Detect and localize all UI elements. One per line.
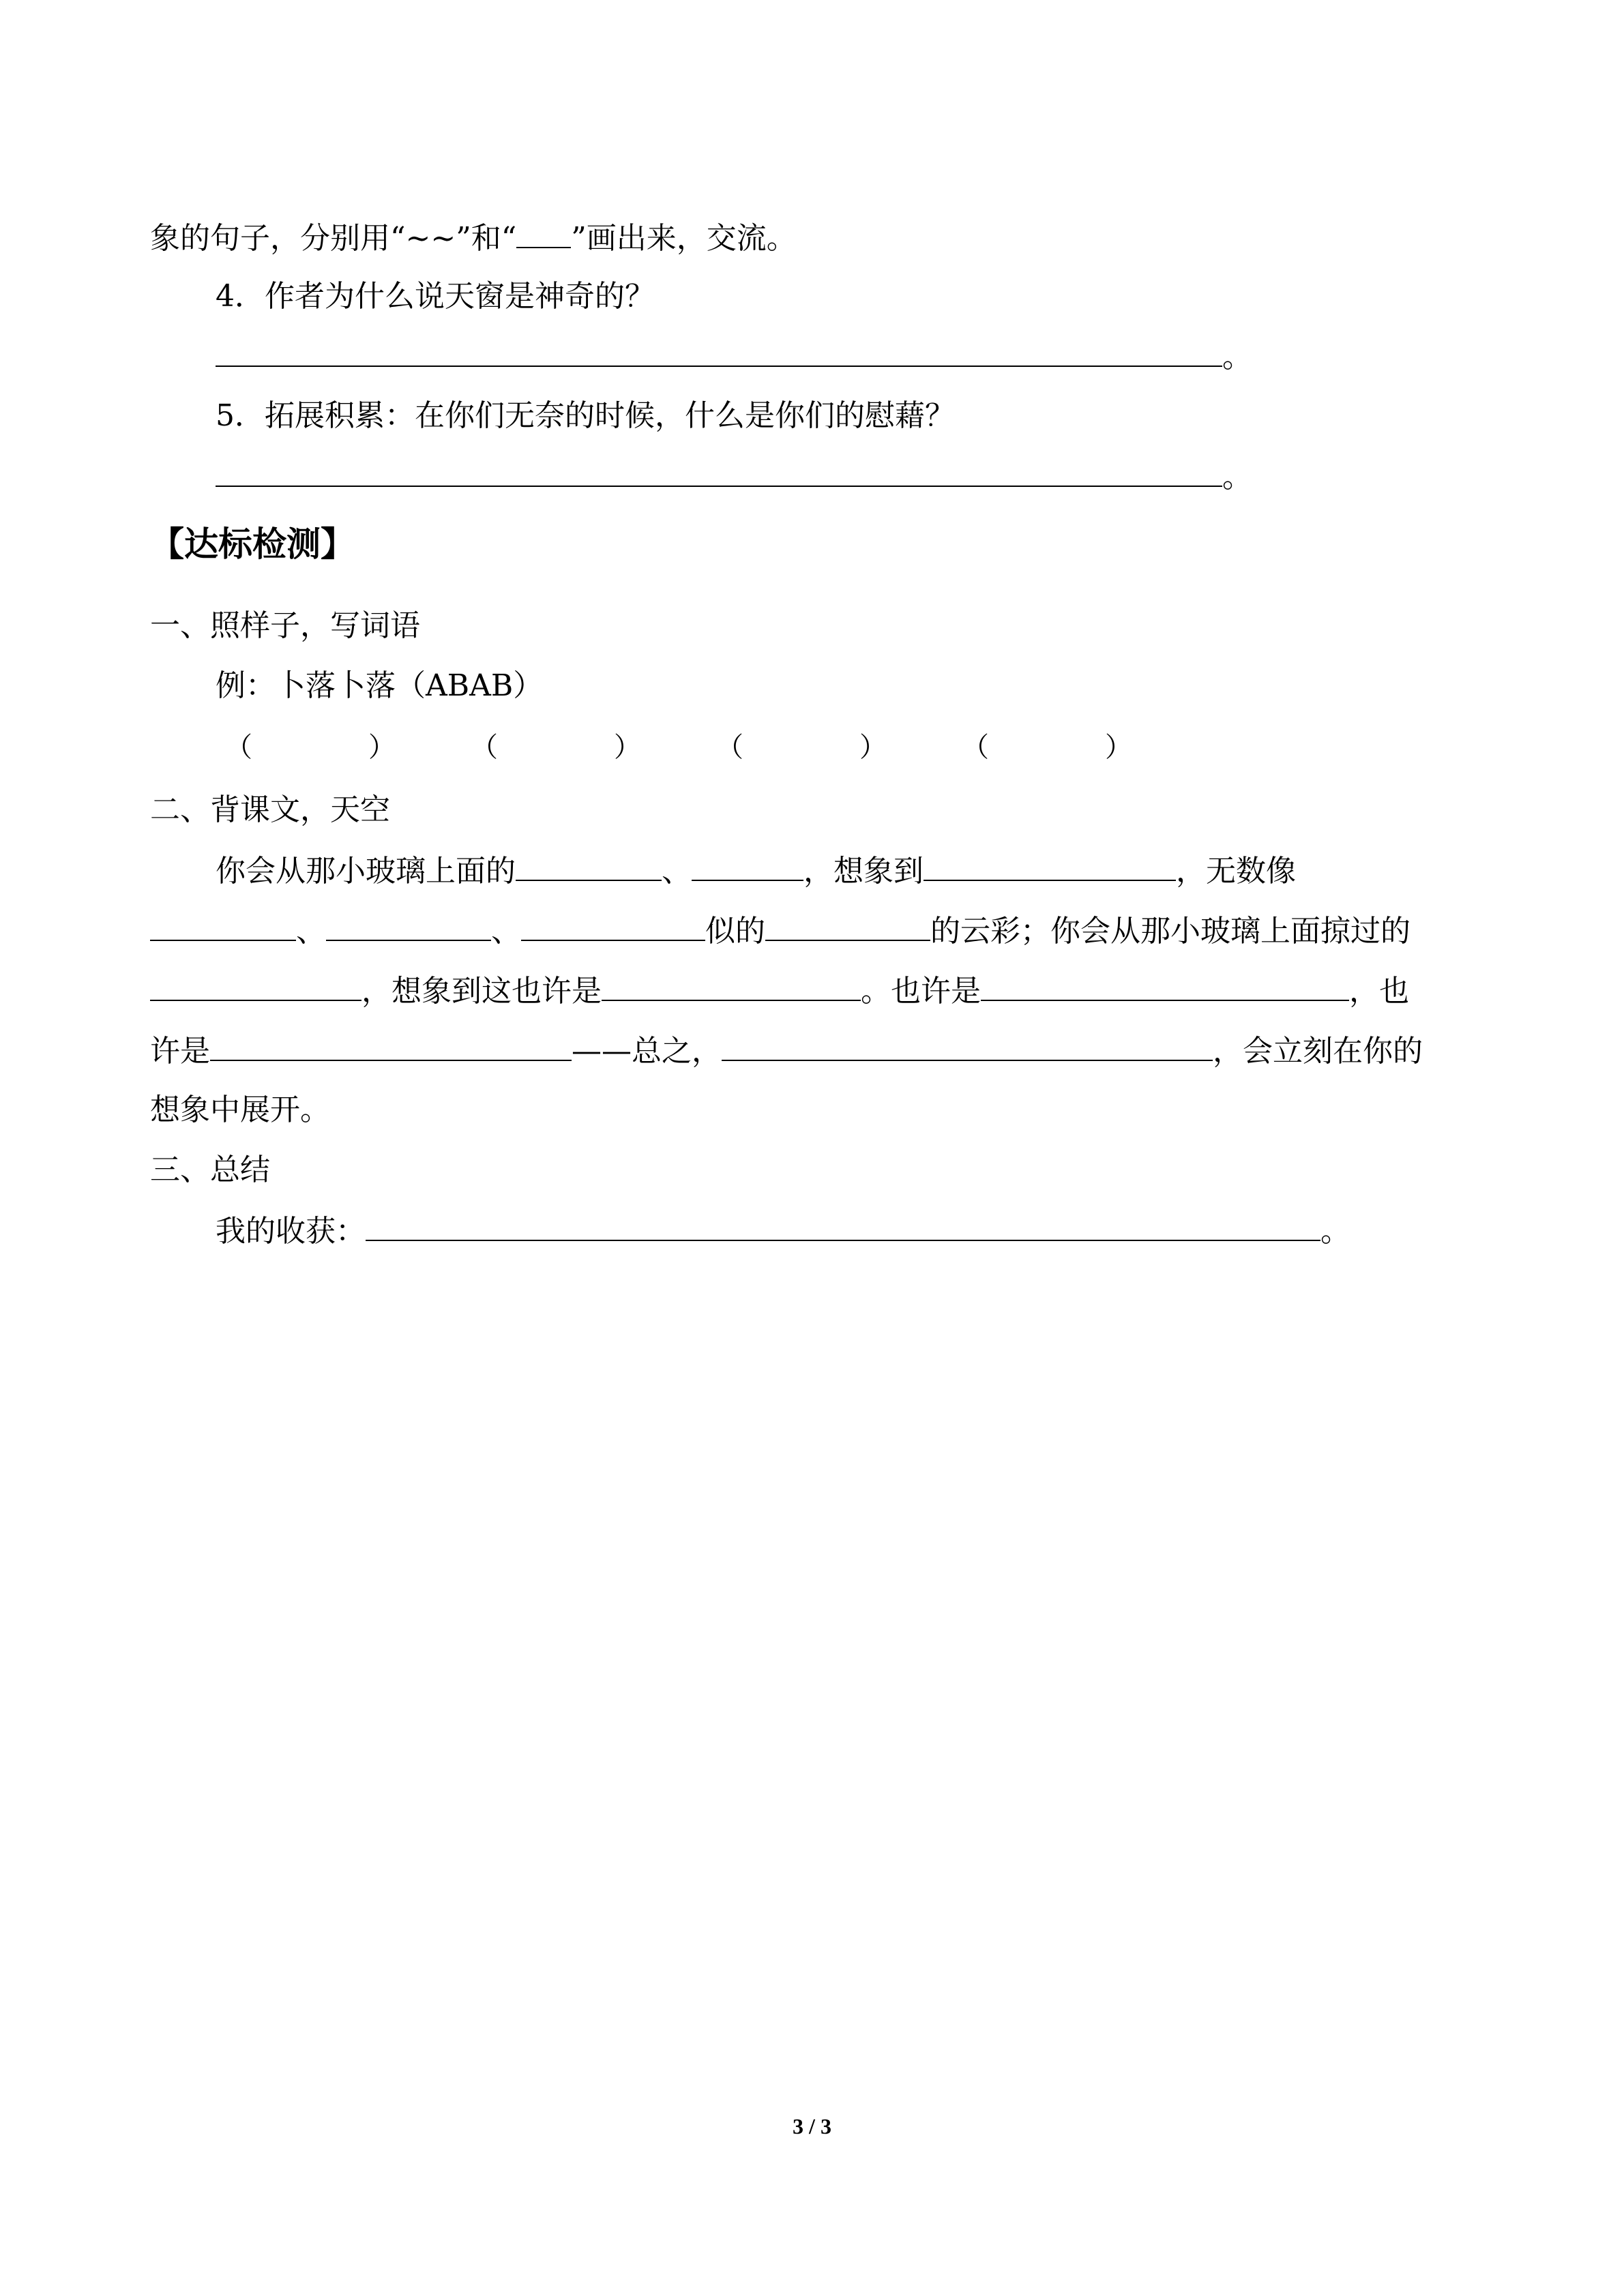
q3-text-1: 象的句子，分别用“ [150,221,406,256]
text: 、 [296,914,326,949]
paren-close: ） [859,732,887,763]
q3-text-3: ”画出来，交流。 [571,221,797,256]
page-number: 3 / 3 [793,2114,831,2138]
part3-answer-line [216,1210,1546,1252]
paren-open: （ [962,732,989,763]
answer-blank[interactable] [150,910,296,941]
answer-blank[interactable] [326,910,491,941]
text: 似的 [705,914,765,949]
answer-blank[interactable] [765,910,930,941]
answer-blank[interactable] [216,336,1222,367]
paren-open: （ [716,732,743,763]
text: 、 [662,854,692,889]
answer-blank[interactable] [516,850,662,881]
answer-blank[interactable] [602,970,861,1001]
section-title: 【达标检测】 [150,524,355,564]
part2-line-1 [216,850,1546,892]
paren-blank-1[interactable] [225,728,396,766]
period: 。 [1222,340,1252,374]
text: ，也 [1349,974,1409,1009]
text: ，无数像 [1176,854,1296,889]
text: 我的收获： [216,1214,366,1249]
part2-line-3 [150,970,1480,1012]
part2-line-2 [150,910,1480,952]
q3-tail-line [150,217,1480,259]
paren-close: ） [368,732,396,763]
question-4-answer-line [216,336,1546,378]
wavy-mark: ~~ [405,221,456,256]
text: ——总之， [572,1034,722,1069]
underline-mark [516,217,571,248]
text: 许是 [150,1034,210,1069]
text: 、 [491,914,521,949]
answer-blank[interactable] [692,850,803,881]
text: ，会立刻在你的 [1213,1034,1423,1069]
paren-close: ） [614,732,641,763]
text: 的云彩；你会从那小玻璃上面掠过的 [930,914,1411,949]
question-5: 5．拓展积累：在你们无奈的时候，什么是你们的慰藉？ [216,398,955,433]
part2-line-5: 想象中展开。 [150,1092,330,1127]
answer-blank[interactable] [150,970,361,1001]
part2-title: 二、背课文，天空 [150,792,390,827]
period: 。 [1222,460,1252,494]
paren-blank-4[interactable] [962,728,1132,766]
period: 。 [1320,1214,1350,1249]
answer-blank[interactable] [521,910,705,941]
paren-open: （ [471,732,498,763]
answer-blank[interactable] [366,1210,1320,1241]
paren-blank-3[interactable] [716,728,887,766]
answer-blank[interactable] [722,1030,1213,1061]
question-4: 4．作者为什么说天窗是神奇的？ [216,279,655,314]
paren-close: ） [1105,732,1132,763]
part1-title: 一、照样子，写词语 [150,608,420,643]
part1-answer-row [225,728,1207,766]
text: 。也许是 [861,974,981,1009]
paren-blank-2[interactable] [471,728,641,766]
text: 你会从那小玻璃上面的 [216,854,516,889]
text: ，想象到这也许是 [361,974,602,1009]
answer-blank[interactable] [216,456,1222,487]
part2-line-4 [150,1030,1480,1072]
text: ，想象到 [803,854,924,889]
paren-open: （ [225,732,252,763]
answer-blank[interactable] [210,1030,572,1061]
answer-blank[interactable] [981,970,1349,1001]
question-5-answer-line [216,456,1546,498]
answer-blank[interactable] [924,850,1176,881]
q3-text-2: ”和“ [456,221,517,256]
part3-title: 三、总结 [150,1152,270,1187]
part1-example: 例：卜落卜落（ABAB） [216,668,544,703]
